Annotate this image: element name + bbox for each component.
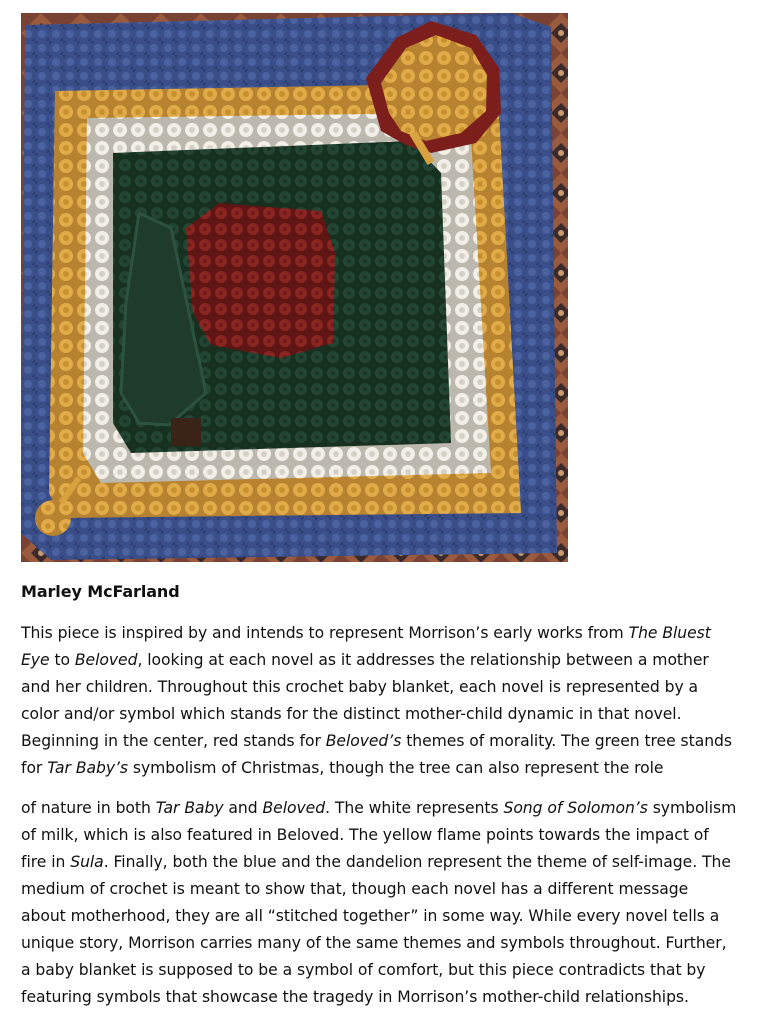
text-line bbox=[21, 930, 771, 957]
italic-title: Sula bbox=[70, 853, 104, 871]
text-run: about motherhood, they are all “stitched together” in some way. While every novel tells a bbox=[21, 907, 720, 925]
author-name: Marley McFarland bbox=[21, 582, 180, 601]
text-line bbox=[21, 701, 771, 728]
text-line bbox=[21, 647, 771, 674]
italic-title: Beloved bbox=[74, 651, 138, 669]
crochet-blanket-image bbox=[21, 13, 568, 562]
text-line bbox=[21, 849, 771, 876]
crochet-blanket-photo bbox=[21, 13, 568, 562]
tree-trunk bbox=[171, 418, 201, 446]
text-line bbox=[21, 728, 771, 755]
text-run: and her children. Throughout this crochet baby blanket, each novel is represented by a bbox=[21, 678, 699, 696]
dandelion bbox=[35, 500, 71, 536]
italic-title: Beloved’s bbox=[325, 732, 402, 750]
italic-title: The Bluest bbox=[628, 624, 711, 642]
text-run: medium of crochet is meant to show that, though each novel has a different message bbox=[21, 880, 689, 898]
text-line bbox=[21, 795, 771, 822]
italic-title: Tar Baby bbox=[155, 799, 224, 817]
text-run: fire in bbox=[21, 853, 71, 871]
text-run: This piece is inspired by and intends to represent Morrison’s early works from bbox=[21, 624, 629, 642]
text-run: to bbox=[49, 651, 75, 669]
text-run: symbolism of Christmas, though the tree can also represent the role bbox=[127, 759, 664, 777]
text-run: . The white represents bbox=[325, 799, 504, 817]
text-run: , looking at each novel as it addresses the relationship between a mother bbox=[137, 651, 709, 669]
italic-title: Song of Solomon’s bbox=[503, 799, 648, 817]
italic-title: Eye bbox=[21, 651, 50, 669]
description-paragraph-1 bbox=[21, 620, 771, 782]
description-paragraph-2 bbox=[21, 795, 771, 1011]
text-run: featuring symbols that showcase the tragedy in Morrison’s mother-child relationships. bbox=[21, 988, 689, 1006]
text-run: color and/or symbol which stands for the distinct mother-child dynamic in that novel. bbox=[21, 705, 682, 723]
text-run: Beginning in the center, red stands for bbox=[21, 732, 326, 750]
text-run: symbolism bbox=[647, 799, 737, 817]
text-line bbox=[21, 822, 771, 849]
text-run: and bbox=[223, 799, 263, 817]
text-line bbox=[21, 674, 771, 701]
text-line bbox=[21, 903, 771, 930]
red-square bbox=[186, 203, 335, 358]
text-run: themes of morality. The green tree stands bbox=[401, 732, 732, 750]
text-run: unique story, Morrison carries many of the same themes and symbols throughout. Further, bbox=[21, 934, 727, 952]
italic-title: Beloved bbox=[262, 799, 326, 817]
text-run: of nature in both bbox=[21, 799, 156, 817]
text-line bbox=[21, 984, 771, 1011]
text-line bbox=[21, 876, 771, 903]
italic-title: Tar Baby’s bbox=[47, 759, 128, 777]
text-run: a baby blanket is supposed to be a symbol of comfort, but this piece contradicts that by bbox=[21, 961, 706, 979]
text-run: for bbox=[21, 759, 48, 777]
text-line bbox=[21, 755, 771, 782]
text-run: . Finally, both the blue and the dandelion represent the theme of self-image. The bbox=[103, 853, 731, 871]
text-line bbox=[21, 957, 771, 984]
text-line bbox=[21, 620, 771, 647]
text-run: of milk, which is also featured in Beloved. The yellow flame points towards the impact of bbox=[21, 826, 709, 844]
